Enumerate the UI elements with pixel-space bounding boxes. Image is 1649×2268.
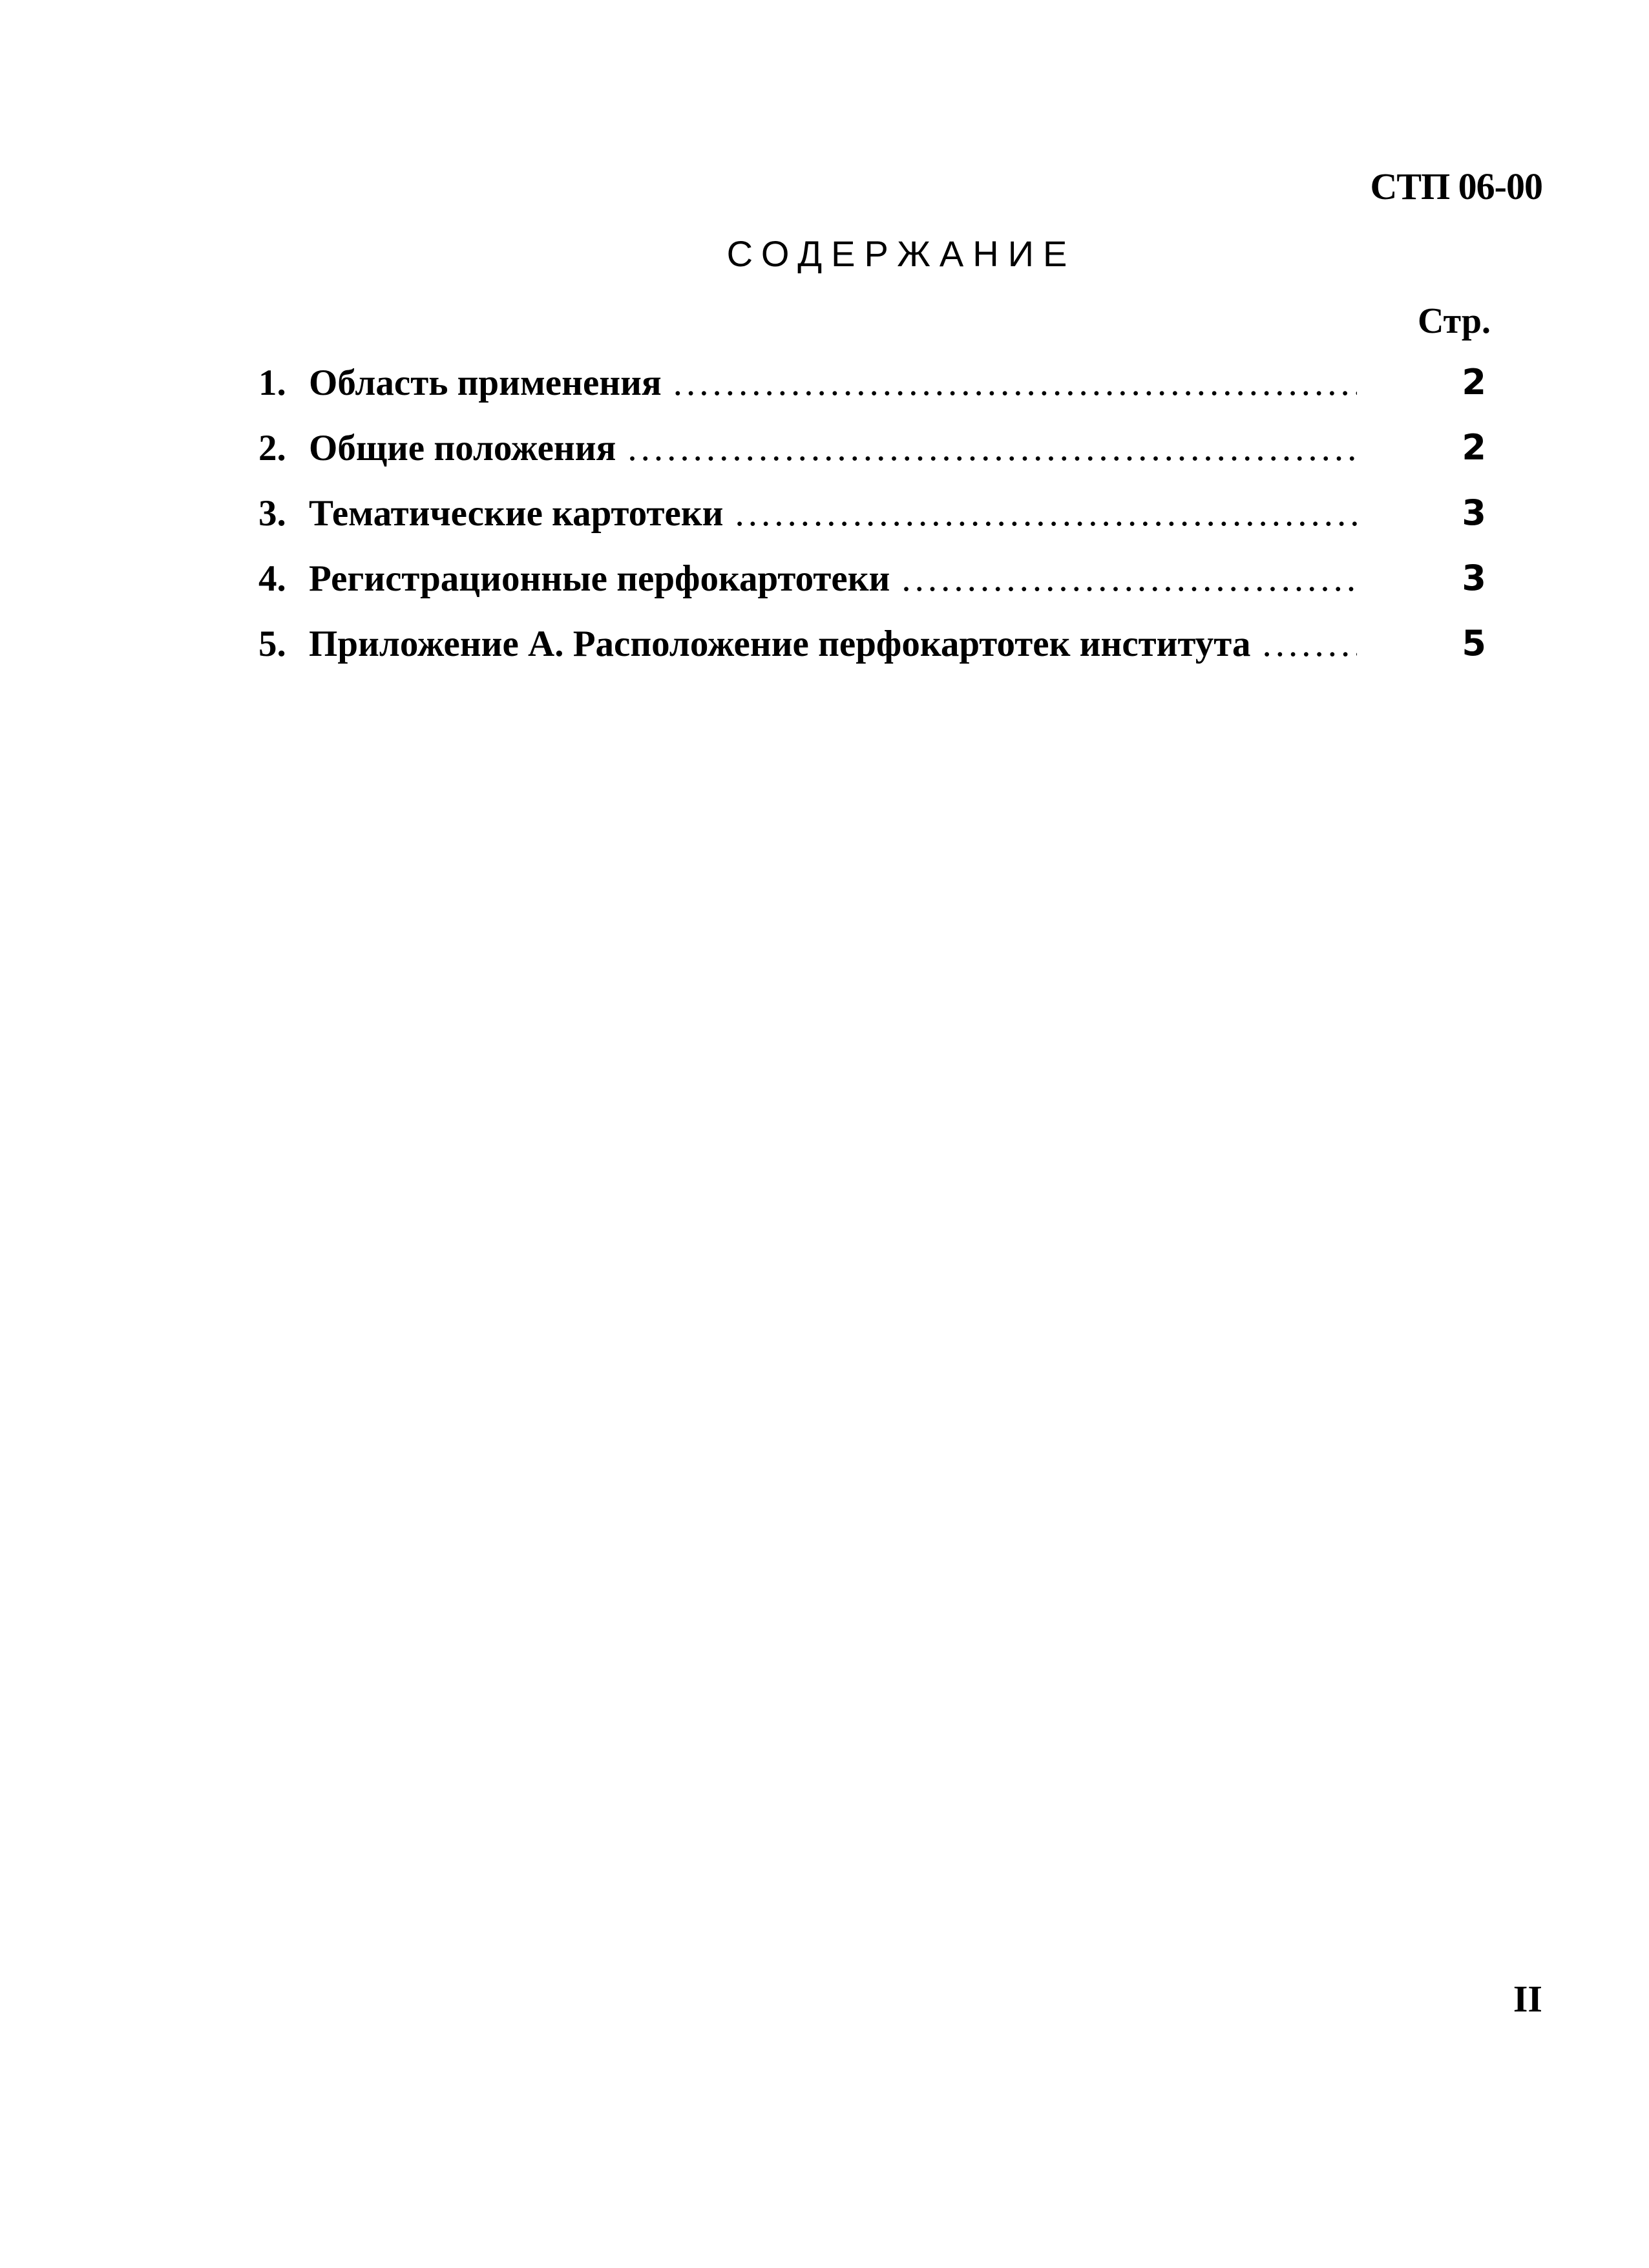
toc-entry-title: Регистрационные перфокартотеки bbox=[309, 558, 890, 599]
toc-entry-line bbox=[258, 558, 1357, 600]
toc-entry-page: 3 bbox=[1462, 492, 1486, 533]
toc-entry-title: Приложение А. Расположение перфокартотек института bbox=[309, 624, 1251, 664]
dot-leader bbox=[627, 427, 1357, 469]
toc-entry-line bbox=[258, 492, 1357, 534]
toc-entry-page: 2 bbox=[1462, 427, 1486, 468]
toc-entry-line bbox=[258, 427, 1357, 469]
page-number: II bbox=[1513, 1978, 1542, 2020]
toc-entry[interactable] bbox=[258, 623, 1499, 688]
toc-entry-title: Общие положения bbox=[309, 428, 616, 468]
toc-entry-line bbox=[258, 362, 1357, 404]
toc-entry-number: 1. bbox=[258, 362, 286, 403]
dot-leader bbox=[1262, 623, 1357, 665]
dot-leader bbox=[901, 558, 1357, 600]
document-code: СТП 06-00 bbox=[1370, 165, 1542, 207]
toc-entry-title: Область применения bbox=[309, 362, 662, 403]
toc-entry[interactable] bbox=[258, 427, 1499, 492]
toc-entry-page: 5 bbox=[1462, 623, 1486, 664]
toc-entry[interactable] bbox=[258, 492, 1499, 558]
toc-entry-line bbox=[258, 623, 1357, 665]
dot-leader bbox=[735, 492, 1357, 534]
toc-entry-title: Тематические картотеки bbox=[309, 493, 724, 534]
toc-entry-number: 2. bbox=[258, 428, 286, 468]
toc-entry-number: 3. bbox=[258, 493, 286, 534]
toc-entry[interactable] bbox=[258, 362, 1499, 427]
dot-leader bbox=[673, 362, 1357, 404]
toc-entry-page: 2 bbox=[1462, 362, 1486, 403]
toc-entry-number: 4. bbox=[258, 558, 286, 599]
toc-list bbox=[258, 362, 1499, 688]
page-column-label: Стр. bbox=[1417, 301, 1491, 341]
toc-title: СОДЕРЖАНИЕ bbox=[726, 233, 1077, 274]
toc-entry-number: 5. bbox=[258, 624, 286, 664]
toc-entry-page: 3 bbox=[1462, 558, 1486, 598]
toc-entry[interactable] bbox=[258, 558, 1499, 623]
